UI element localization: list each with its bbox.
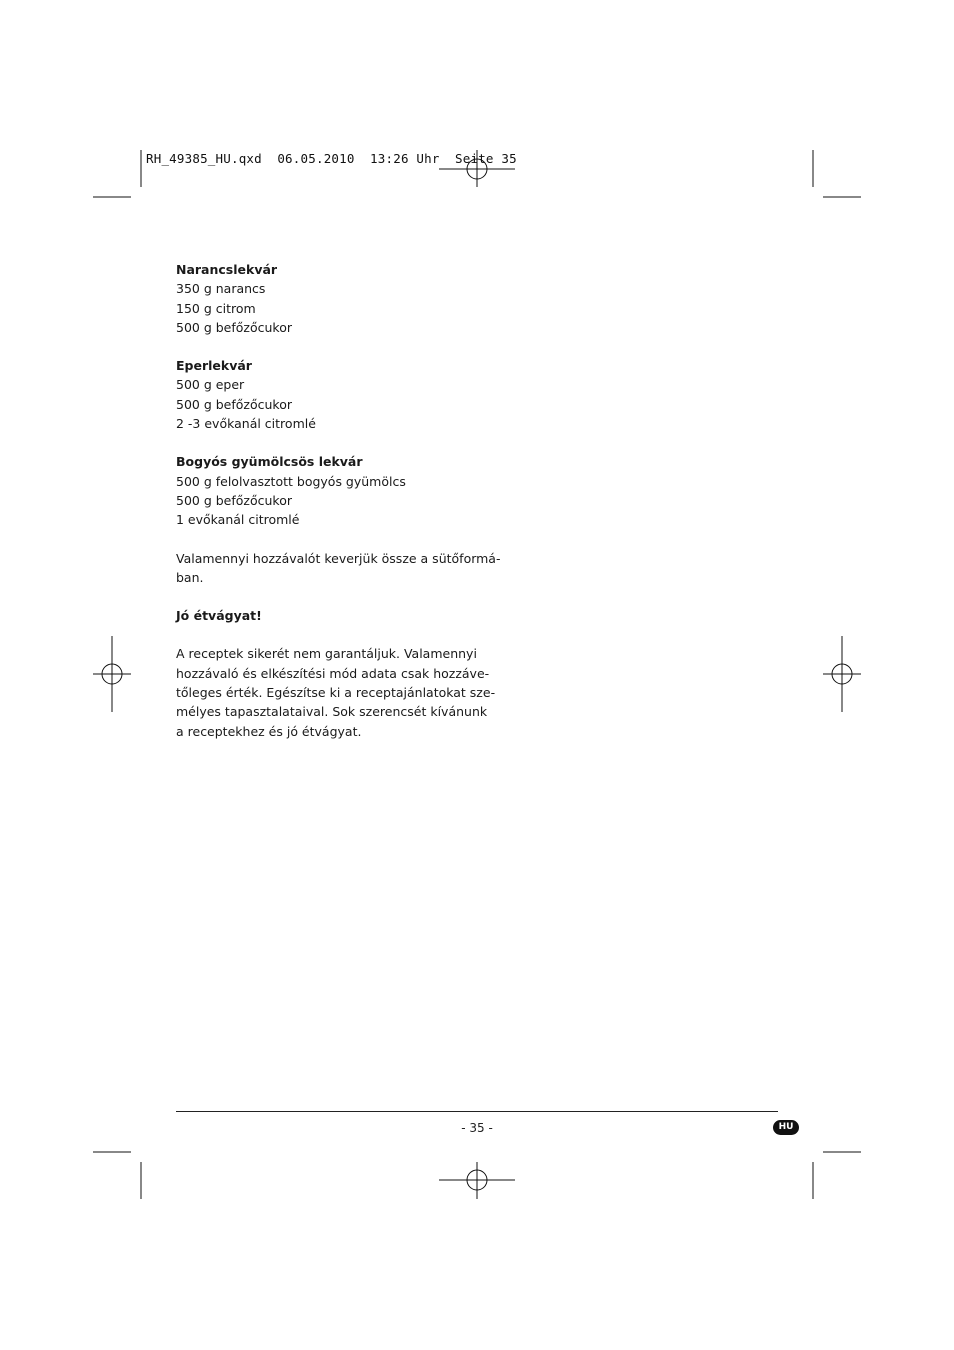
ingredient: 1 evőkanál citromlé bbox=[176, 512, 300, 528]
print-slug: RH_49385_HU.qxd 06.05.2010 13:26 Uhr Seite 35 bbox=[146, 151, 517, 166]
instruction-line: Valamennyi hozzávalót keverjük össze a sütőformá- bbox=[176, 550, 501, 566]
instruction-line: ban. bbox=[176, 569, 204, 585]
recipe-title-bogyos: Bogyós gyümölcsös lekvár bbox=[176, 454, 363, 470]
disclaimer-line: tőleges érték. Egészítse ki a receptajánlatokat sze- bbox=[176, 685, 496, 701]
recipe-title-narancs: Narancslekvár bbox=[176, 262, 278, 277]
recipe-content bbox=[176, 260, 501, 741]
ingredient: 150 g citrom bbox=[176, 300, 256, 316]
ingredient: 500 g felolvasztott bogyós gyümölcs bbox=[176, 473, 406, 489]
language-badge: HU bbox=[773, 1120, 799, 1135]
disclaimer-line: a receptekhez és jó étvágyat. bbox=[176, 723, 362, 739]
ingredient: 350 g narancs bbox=[176, 281, 266, 297]
ingredient: 500 g eper bbox=[176, 377, 245, 393]
ingredient: 500 g befőzőcukor bbox=[176, 492, 292, 508]
ingredient: 500 g befőzőcukor bbox=[176, 319, 292, 335]
disclaimer-line: mélyes tapasztalataival. Sok szerencsét kívánunk bbox=[176, 704, 488, 720]
disclaimer-line: hozzávaló és elkészítési mód adata csak hozzáve- bbox=[176, 665, 490, 681]
footer-divider bbox=[176, 1111, 778, 1112]
ingredient: 500 g befőzőcukor bbox=[176, 396, 292, 412]
disclaimer-line: A receptek sikerét nem garantáljuk. Valamennyi bbox=[176, 646, 477, 662]
recipe-title-eper: Eperlekvár bbox=[176, 358, 252, 374]
ingredient: 2 -3 evőkanál citromlé bbox=[176, 416, 316, 432]
closing-title: Jó étvágyat! bbox=[176, 608, 262, 624]
page-number: - 35 - bbox=[461, 1121, 493, 1135]
